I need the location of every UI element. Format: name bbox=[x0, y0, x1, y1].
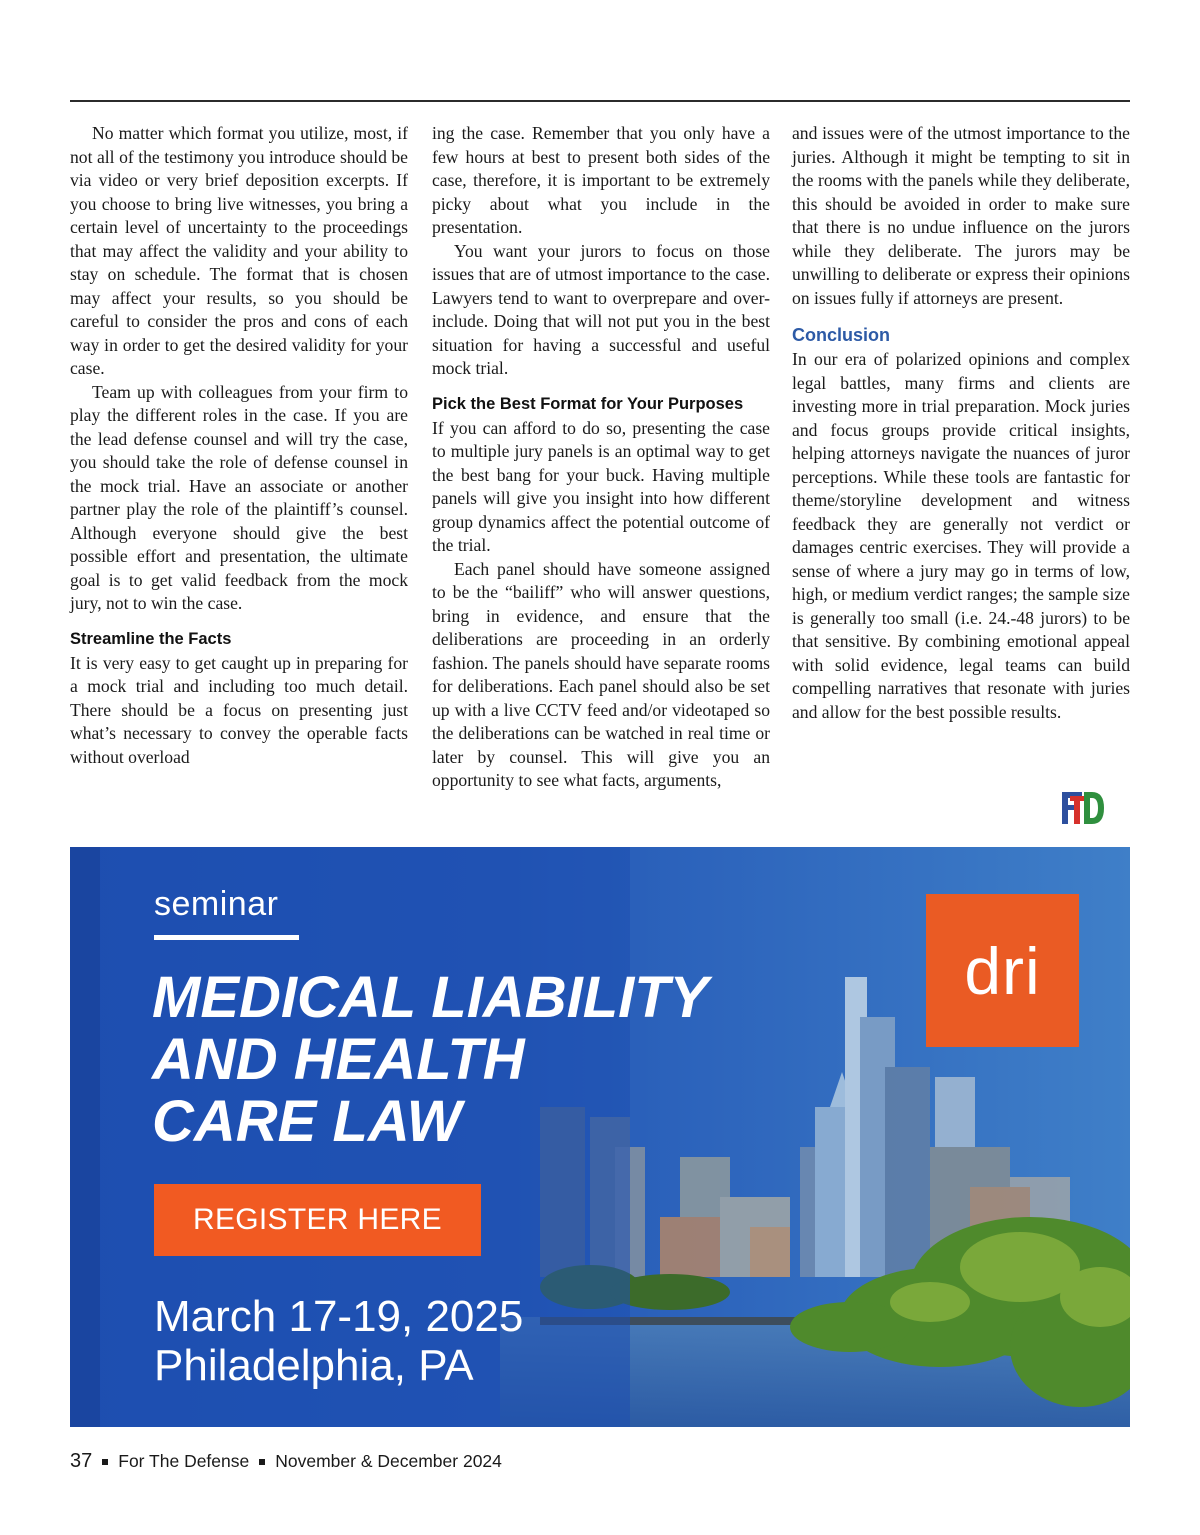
bullet-separator-icon bbox=[259, 1459, 265, 1465]
paragraph: ing the case. Remember that you only have a few hours at best to present both sides of the case, therefore, it is important to be extremely picky about what you include in the presentation. bbox=[432, 123, 770, 237]
ad-title-line: CARE LAW bbox=[152, 1089, 462, 1154]
page-footer bbox=[70, 1450, 502, 1473]
article-column-3 bbox=[792, 122, 1130, 724]
section-heading: Conclusion bbox=[792, 325, 890, 345]
issue-date: November & December 2024 bbox=[275, 1451, 502, 1471]
paragraph: It is very easy to get caught up in preparing for a mock trial and including too much detail. There should be a focus on presenting just what’s necessary to convey the operable facts without overload bbox=[70, 652, 408, 767]
section-heading: Pick the Best Format for Your Purposes bbox=[432, 394, 744, 413]
ad-title-line: AND HEALTH bbox=[152, 1027, 525, 1092]
paragraph: If you can afford to do so, presenting the case to multiple jury panels is an optimal way to get the best bang for your buck. Having multiple panels will give you insight into how different group dynamics affect the potential outcome of the trial. bbox=[432, 417, 770, 555]
bullet-separator-icon bbox=[102, 1459, 108, 1465]
top-rule bbox=[70, 100, 1130, 102]
article-column-1 bbox=[70, 122, 408, 769]
ad-event-location: Philadelphia, PA bbox=[154, 1341, 474, 1390]
article-column-2 bbox=[432, 122, 770, 793]
publication-name: For The Defense bbox=[118, 1451, 250, 1471]
dri-logo-text: dri bbox=[964, 933, 1041, 1008]
paragraph: Each panel should have someone assigned to be the “bailiff” who will answer questions, bring in evidence, and ensure that the deliberations are proceeding in an orderly fashion. The panels should have separate rooms for deliberations. Each panel should also be set up with a live CCTV feed and/or videotaped so the deliberations can be watched in real time or later by counsel. This will give you an opportunity to see what facts, arguments, bbox=[432, 558, 770, 790]
paragraph: You want your jurors to focus on those issues that are of utmost importance to the case. Lawyers tend to want to overprepare and over-include. Doing that will not put you in the best situation for having a successful and useful mock trial. bbox=[432, 240, 770, 378]
register-here-button[interactable]: REGISTER HERE bbox=[154, 1184, 481, 1256]
dri-logo[interactable] bbox=[926, 894, 1079, 1047]
paragraph: No matter which format you utilize, most, if not all of the testimony you introduce should be via video or very brief deposition excerpts. If you choose to bring live witnesses, you bring a certain level of uncertainty to the proceedings that may affect the validity and your ability to stay on schedule. The format that is chosen may affect your results, so you should be careful to consider the pros and cons of each way in order to get the desired validity for your case. bbox=[70, 123, 408, 378]
ad-event-date: March 17-19, 2025 bbox=[154, 1292, 524, 1341]
ftd-logo-icon bbox=[1060, 790, 1106, 826]
ad-left-stripe bbox=[70, 847, 100, 1427]
ad-title bbox=[152, 967, 752, 1153]
paragraph: In our era of polarized opinions and complex legal battles, many firms and clients are investing more in trial preparation. Mock juries and focus groups provide critical insights, helping attorneys navigate the nuances of juror perceptions. While these tools are fantastic for theme/storyline development and witness feedback they are generally not verdict or damages centric exercises. They will provide a sense of where a jury may go in terms of low, high, or medium verdict ranges; the sample size is generally too small (i.e. 24.-48 jurors) to be that sensitive. By combining emotional appeal with solid evidence, legal teams can build compelling narratives that resonate with juries and allow for the best possible results. bbox=[792, 349, 1130, 722]
ad-seminar-underline bbox=[154, 935, 299, 940]
seminar-ad-banner[interactable] bbox=[70, 847, 1130, 1427]
ad-seminar-label: seminar bbox=[154, 885, 279, 923]
paragraph: and issues were of the utmost importance to the juries. Although it might be tempting to sit in the rooms with the panels while they deliberate, this should be avoided in order to make sure that there is no undue influence on the jurors while they deliberate. The jurors may be unwilling to deliberate or express their opinions on issues fully if attorneys are present. bbox=[792, 123, 1130, 308]
paragraph: Team up with colleagues from your firm to play the different roles in the case. If you are the lead defense counsel and will try the case, you should take the role of defense counsel in the mock trial. Have an associate or another partner play the role of the plaintiff’s counsel. Although everyone should give the best possible effort and presentation, the ultimate goal is to get valid feedback from the mock jury, not to win the case. bbox=[70, 381, 408, 613]
page-number: 37 bbox=[70, 1450, 93, 1472]
section-heading: Streamline the Facts bbox=[70, 629, 232, 648]
ad-title-line: MEDICAL LIABILITY bbox=[152, 965, 709, 1030]
